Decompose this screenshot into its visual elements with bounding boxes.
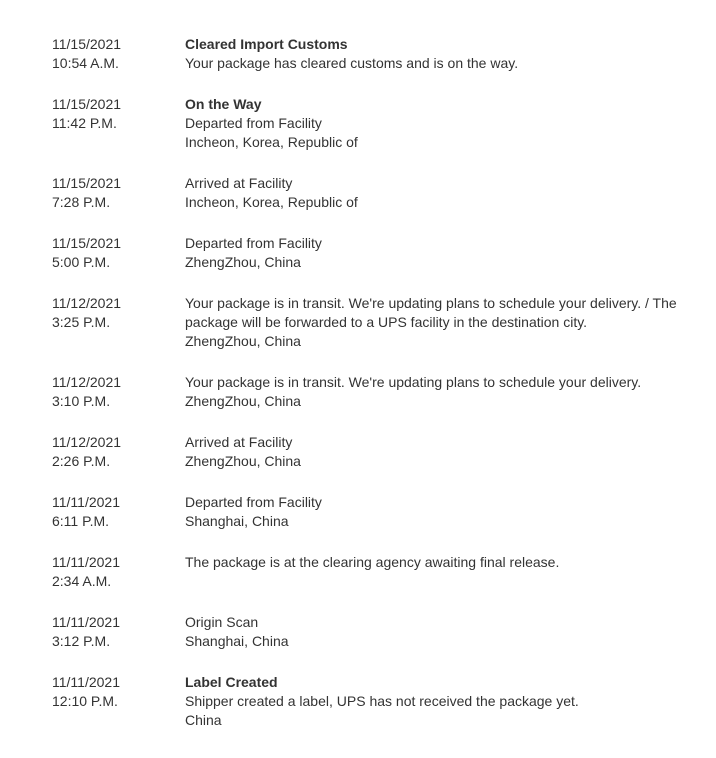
event-time: 7:28 P.M. xyxy=(52,194,111,210)
event-time: 3:10 P.M. xyxy=(52,393,111,409)
tracking-event-row xyxy=(52,373,716,411)
event-description-line: Departed from Facility xyxy=(185,115,322,131)
event-datetime xyxy=(52,613,185,651)
event-date: 11/12/2021 xyxy=(52,434,122,450)
event-details xyxy=(185,174,716,212)
event-details xyxy=(185,234,716,272)
event-details xyxy=(185,553,716,572)
tracking-event-row xyxy=(52,673,716,730)
event-datetime xyxy=(52,95,185,133)
event-details xyxy=(185,95,716,152)
event-description-line: Your package is in transit. We're updating plans to schedule your delivery. / The xyxy=(185,295,677,311)
event-datetime xyxy=(52,234,185,272)
event-datetime xyxy=(52,433,185,471)
event-title: Cleared Import Customs xyxy=(185,36,348,52)
event-title: Label Created xyxy=(185,674,278,690)
event-details xyxy=(185,433,716,471)
event-description-line: Shanghai, China xyxy=(185,513,289,529)
event-description-line: Arrived at Facility xyxy=(185,434,293,450)
event-time: 10:54 A.M. xyxy=(52,55,119,71)
event-description-line: ZhengZhou, China xyxy=(185,333,301,349)
event-date: 11/15/2021 xyxy=(52,175,122,191)
event-details xyxy=(185,673,716,730)
event-description-line: Your package has cleared customs and is on the way. xyxy=(185,55,519,71)
event-description-line: Arrived at Facility xyxy=(185,175,293,191)
event-description-line: Your package is in transit. We're updating plans to schedule your delivery. xyxy=(185,374,642,390)
event-date: 11/15/2021 xyxy=(52,36,122,52)
event-time: 5:00 P.M. xyxy=(52,254,111,270)
event-time: 12:10 P.M. xyxy=(52,693,118,709)
event-description-line: ZhengZhou, China xyxy=(185,393,301,409)
tracking-event-row xyxy=(52,35,716,73)
event-time: 2:26 P.M. xyxy=(52,453,111,469)
event-time: 2:34 A.M. xyxy=(52,573,112,589)
event-time: 6:11 P.M. xyxy=(52,513,110,529)
event-description-line: Shipper created a label, UPS has not received the package yet. xyxy=(185,693,579,709)
tracking-event-row xyxy=(52,493,716,531)
event-date: 11/15/2021 xyxy=(52,96,122,112)
event-time: 3:12 P.M. xyxy=(52,633,111,649)
tracking-event-row xyxy=(52,613,716,651)
tracking-event-row xyxy=(52,294,716,351)
event-description-line: ZhengZhou, China xyxy=(185,254,301,270)
event-date: 11/11/2021 xyxy=(52,674,120,690)
event-date: 11/11/2021 xyxy=(52,554,120,570)
event-description-line: China xyxy=(185,712,222,728)
event-details xyxy=(185,613,716,651)
event-date: 11/12/2021 xyxy=(52,295,122,311)
event-description-line: The package is at the clearing agency awaiting final release. xyxy=(185,554,560,570)
event-details xyxy=(185,493,716,531)
event-description-line: package will be forwarded to a UPS facility in the destination city. xyxy=(185,314,588,330)
event-description-line: Departed from Facility xyxy=(185,494,322,510)
event-description-line: Departed from Facility xyxy=(185,235,322,251)
event-description-line: Shanghai, China xyxy=(185,633,289,649)
tracking-event-row xyxy=(52,234,716,272)
event-description-line: Origin Scan xyxy=(185,614,259,630)
event-datetime xyxy=(52,673,185,711)
event-datetime xyxy=(52,174,185,212)
event-datetime xyxy=(52,35,185,73)
event-datetime xyxy=(52,493,185,531)
event-datetime xyxy=(52,294,185,332)
event-description-line: Incheon, Korea, Republic of xyxy=(185,134,358,150)
tracking-event-row xyxy=(52,174,716,212)
tracking-event-row xyxy=(52,433,716,471)
event-datetime xyxy=(52,553,185,591)
event-description-line: Incheon, Korea, Republic of xyxy=(185,194,358,210)
event-description-line: ZhengZhou, China xyxy=(185,453,301,469)
event-date: 11/15/2021 xyxy=(52,235,122,251)
tracking-event-row xyxy=(52,553,716,591)
event-datetime xyxy=(52,373,185,411)
event-date: 11/12/2021 xyxy=(52,374,122,390)
event-details xyxy=(185,35,716,73)
event-date: 11/11/2021 xyxy=(52,494,120,510)
event-details xyxy=(185,373,716,411)
event-details xyxy=(185,294,716,351)
event-title: On the Way xyxy=(185,96,262,112)
event-time: 3:25 P.M. xyxy=(52,314,111,330)
event-time: 11:42 P.M. xyxy=(52,115,117,131)
event-date: 11/11/2021 xyxy=(52,614,120,630)
tracking-event-row xyxy=(52,95,716,152)
